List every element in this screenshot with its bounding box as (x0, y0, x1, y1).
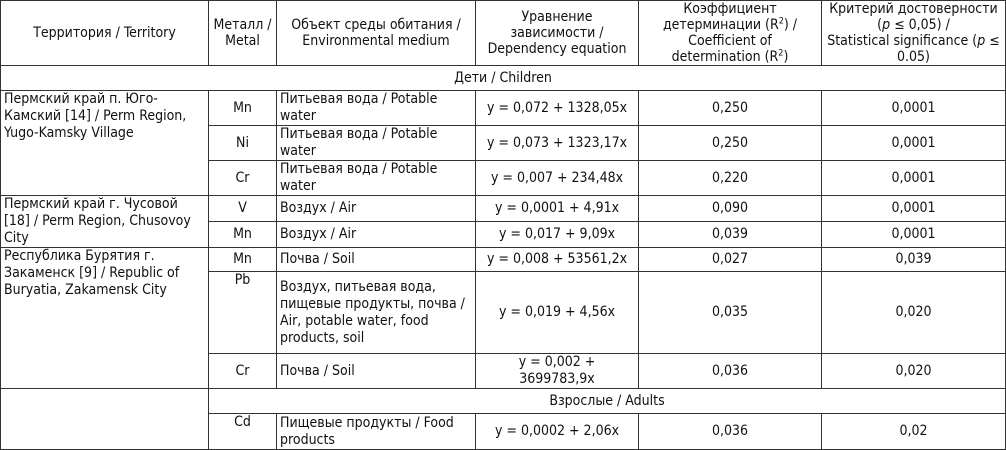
medium-cell: Пищевые продукты / Food products (277, 414, 476, 450)
equation-cell: y = 0,008 + 53561,2x (476, 248, 639, 272)
section-row-adults (1, 389, 1006, 414)
metal-cell: Cr (209, 354, 277, 389)
territory-cell: Пермский край п. Юго-Камский [14] / Perm Region, Yugo-Kamsky Village (1, 91, 209, 196)
medium-cell: Почва / Soil (277, 248, 476, 272)
significance-cell: 0,020 (822, 272, 1006, 354)
header-row (1, 1, 1006, 66)
significance-cell: 0,020 (822, 354, 1006, 389)
r2-cell: 0,090 (639, 196, 822, 222)
equation-cell: y = 0,0002 + 2,06x (476, 414, 639, 450)
section-label: Дети / Children (1, 66, 1006, 91)
equation-cell: y = 0,007 + 234,48x (476, 161, 639, 196)
medium-cell: Питьевая вода / Potable water (277, 91, 476, 126)
header-significance: Критерий достоверности (p ≤ 0,05) / Statistical significance (p ≤ 0.05) (822, 1, 1006, 66)
metal-cell: Cd (209, 414, 277, 450)
significance-cell: 0,0001 (822, 91, 1006, 126)
medium-cell: Питьевая вода / Potable water (277, 126, 476, 161)
metal-cell: Pb (209, 272, 277, 354)
equation-cell: y = 0,017 + 9,09x (476, 222, 639, 248)
r2-cell: 0,036 (639, 354, 822, 389)
significance-cell: 0,0001 (822, 126, 1006, 161)
territory-cell: Республика Бурятия г. Закаменск [9] / Republic of Buryatia, Zakamensk City (1, 248, 209, 389)
metal-cell: Mn (209, 91, 277, 126)
significance-cell: 0,02 (822, 414, 1006, 450)
section-label: Взрослые / Adults (209, 389, 1006, 414)
equation-cell: y = 0,002 + 3699783,9x (476, 354, 639, 389)
header-medium: Объект среды обитания / Environmental medium (277, 1, 476, 66)
table-row (1, 248, 1006, 272)
section-row-children (1, 66, 1006, 91)
equation-cell: y = 0,019 + 4,56x (476, 272, 639, 354)
metal-cell: Ni (209, 126, 277, 161)
significance-cell: 0,0001 (822, 196, 1006, 222)
table-row (1, 91, 1006, 126)
header-equation: Уравнение зависимости / Dependency equation (476, 1, 639, 66)
table-row (1, 196, 1006, 222)
medium-cell: Воздух / Air (277, 222, 476, 248)
r2-cell: 0,036 (639, 414, 822, 450)
significance-cell: 0,039 (822, 248, 1006, 272)
significance-cell: 0,0001 (822, 222, 1006, 248)
r2-cell: 0,027 (639, 248, 822, 272)
r2-cell: 0,220 (639, 161, 822, 196)
territory-cell: Пермский край г. Чусовой [18] / Perm Region, Chusovoy City (1, 196, 209, 248)
medium-cell: Воздух, питьевая вода, пищевые продукты, почва / Air, potable water, food products, soil (277, 272, 476, 354)
header-metal: Металл / Metal (209, 1, 277, 66)
r2-cell: 0,250 (639, 91, 822, 126)
metal-cell: Mn (209, 248, 277, 272)
header-r2: Коэффициент детерминации $(R^2)$ / Coefficient of determination $(R^2)$ (639, 1, 822, 66)
significance-cell: 0,0001 (822, 161, 1006, 196)
r2-cell: 0,039 (639, 222, 822, 248)
equation-cell: y = 0,073 + 1323,17x (476, 126, 639, 161)
metal-cell: Cr (209, 161, 277, 196)
territory-cell-empty (1, 389, 209, 450)
metal-cell: Mn (209, 222, 277, 248)
header-territory: Территория / Territory (1, 1, 209, 66)
equation-cell: y = 0,0001 + 4,91x (476, 196, 639, 222)
medium-cell: Воздух / Air (277, 196, 476, 222)
medium-cell: Питьевая вода / Potable water (277, 161, 476, 196)
metal-cell: V (209, 196, 277, 222)
r2-cell: 0,035 (639, 272, 822, 354)
medium-cell: Почва / Soil (277, 354, 476, 389)
equation-cell: y = 0,072 + 1328,05x (476, 91, 639, 126)
r2-cell: 0,250 (639, 126, 822, 161)
